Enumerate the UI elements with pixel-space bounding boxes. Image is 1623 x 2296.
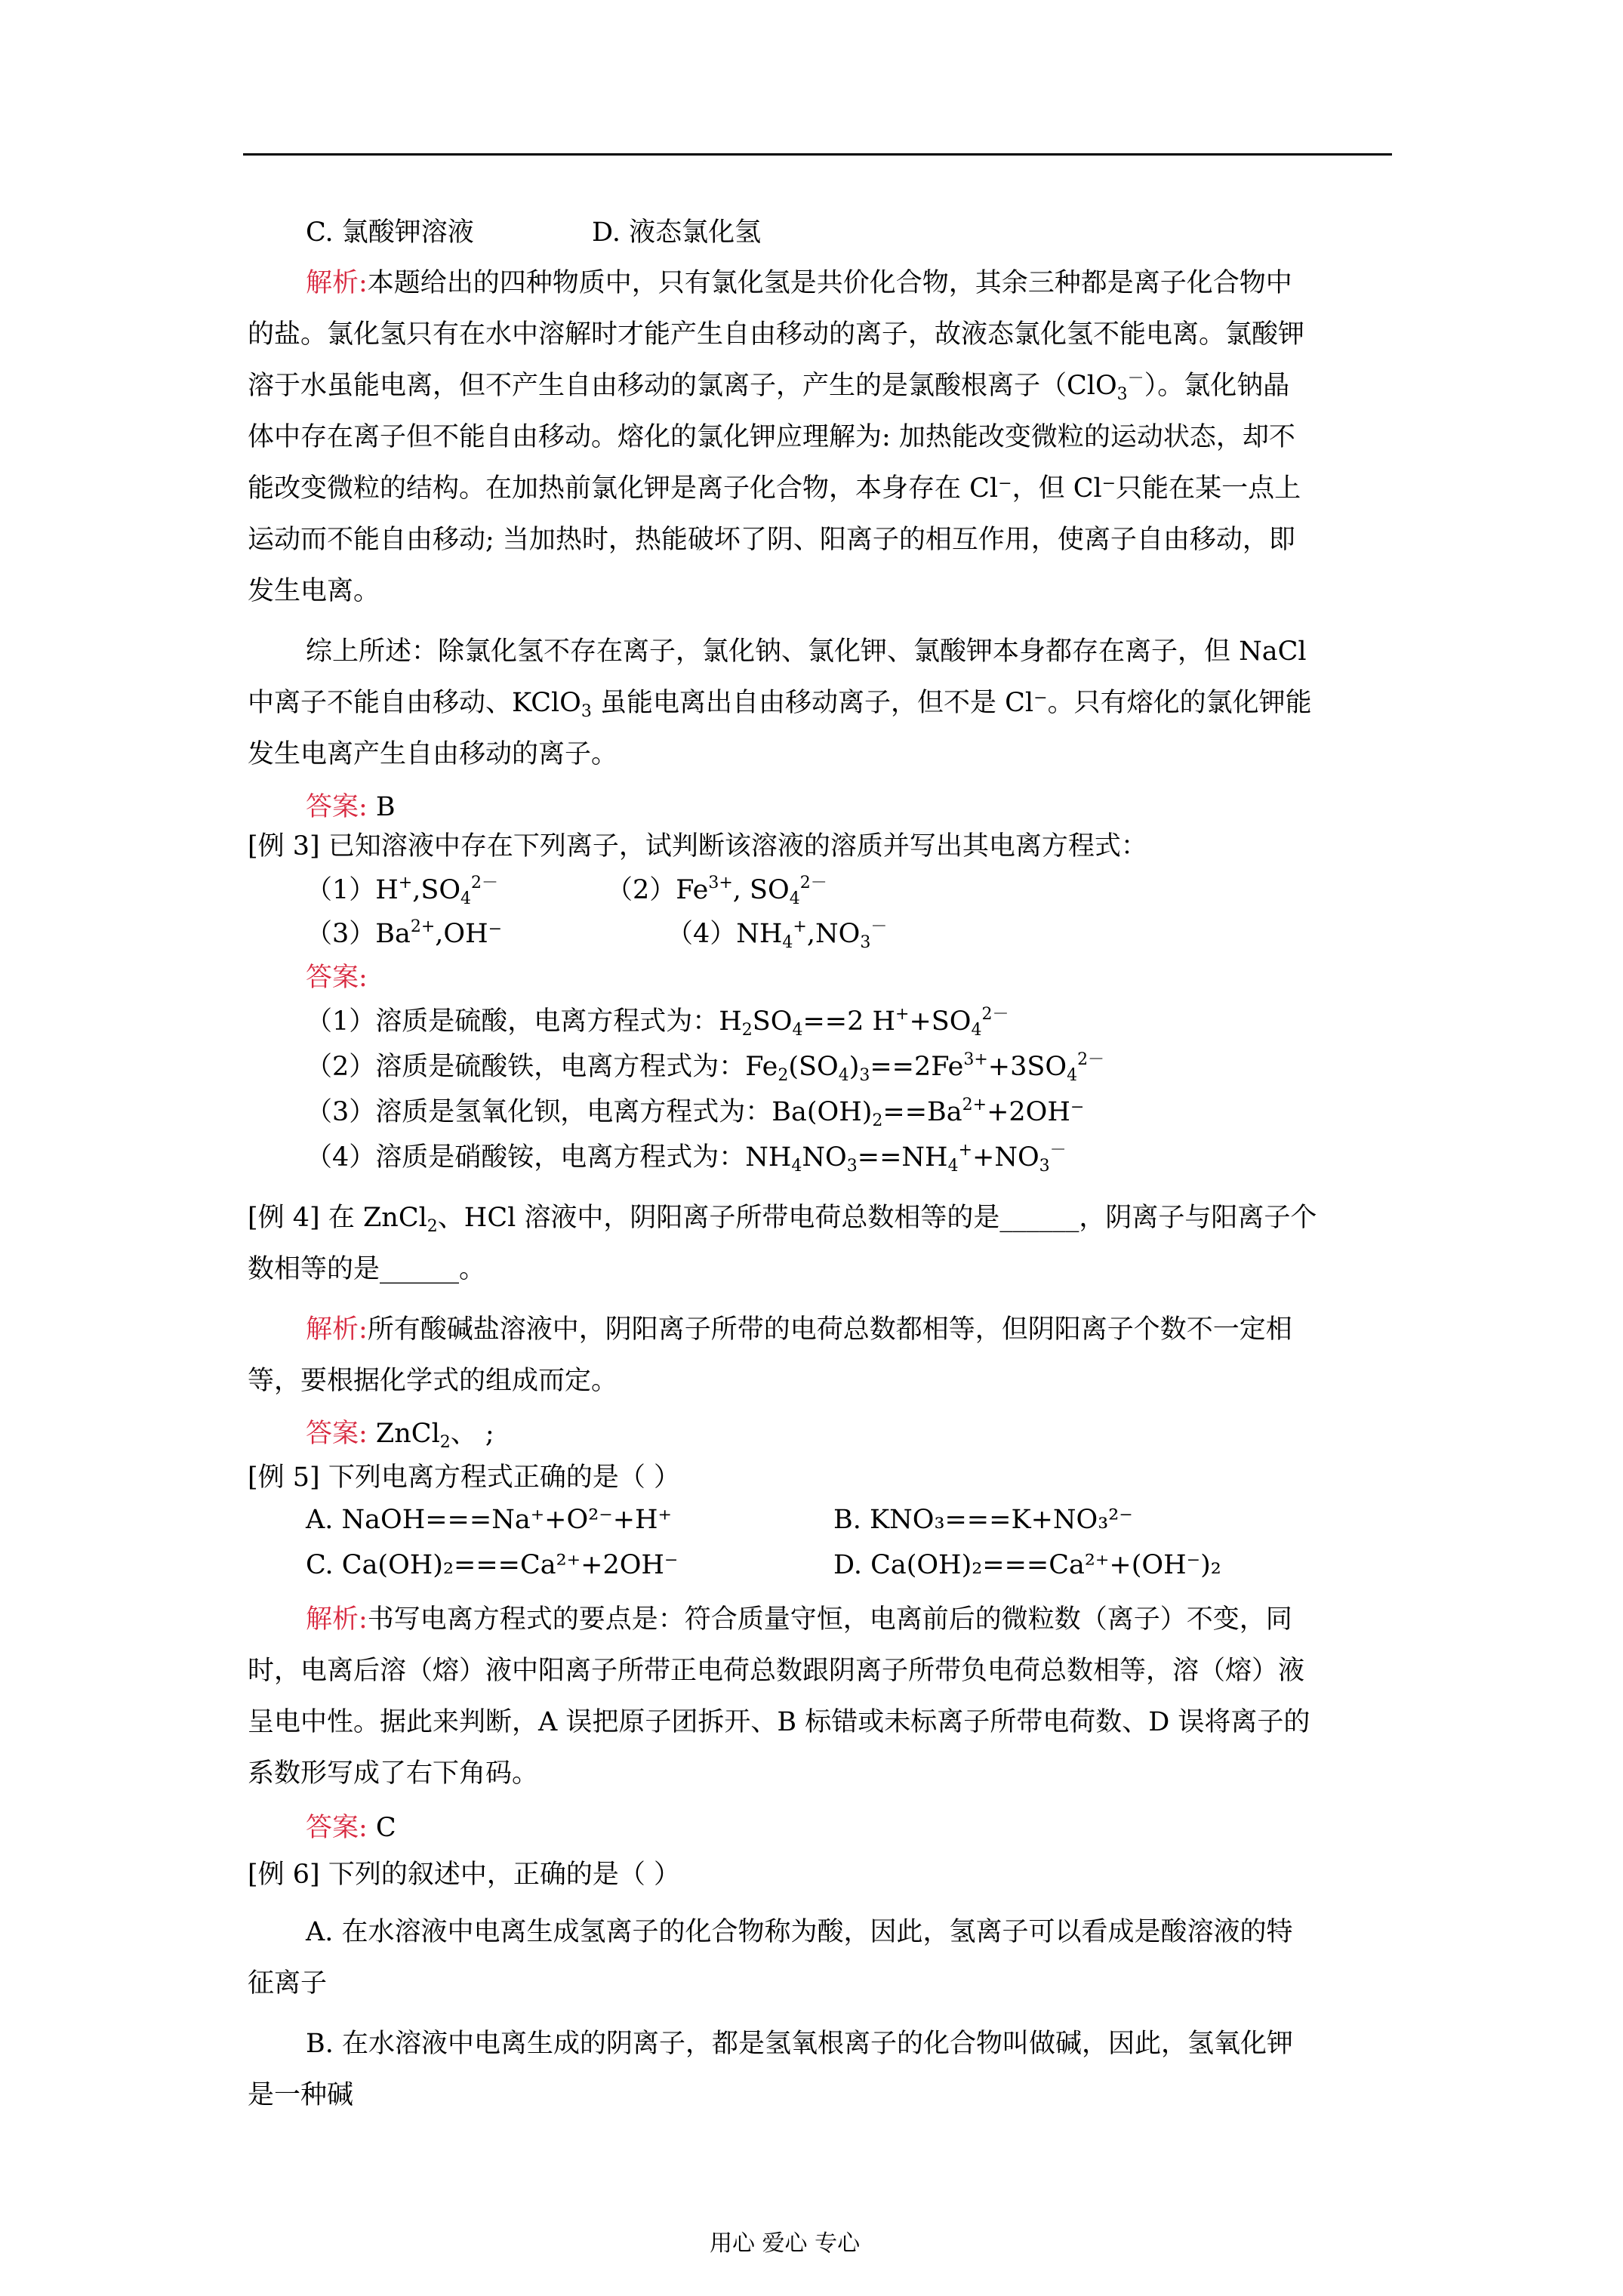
subscript: 4 bbox=[791, 1157, 802, 1176]
example-4-question: 数相等的是______。 bbox=[248, 1254, 486, 1284]
text-run: SO bbox=[752, 1006, 793, 1037]
option-c: C. Ca(OH)₂===Ca²⁺+2OH⁻ bbox=[306, 1550, 679, 1580]
option-d: D. Ca(OH)₂===Ca²⁺+(OH⁻)₂ bbox=[833, 1550, 1221, 1580]
text-run: NO bbox=[802, 1142, 847, 1173]
subscript: 2 bbox=[872, 1111, 883, 1130]
page-footer: 用心 爱心 专心 bbox=[710, 2230, 861, 2257]
text-run: , SO bbox=[732, 875, 790, 905]
subscript: 4 bbox=[838, 1066, 849, 1085]
answer-result-1 bbox=[306, 1004, 1009, 1039]
analysis-paragraph-line: 体中存在离子但不能自由移动。熔化的氯化钾应理解为: 加热能改变微粒的运动状态，却不 bbox=[248, 422, 1295, 452]
header-rule bbox=[243, 153, 1392, 156]
text-run: ==2Fe bbox=[870, 1052, 964, 1082]
text-run: （2）溶质是硫酸铁，电离方程式为：Fe bbox=[306, 1052, 778, 1082]
answer-value: ZnCl bbox=[367, 1419, 440, 1449]
text-run: ,SO bbox=[412, 875, 461, 905]
summary-line bbox=[248, 686, 1312, 720]
summary-line: 综上所述：除氯化氢不存在离子，氯化钠、氯化钾、氯酸钾本身都存在离子，但 NaCl bbox=[306, 636, 1307, 667]
text-run: +2OH⁻ bbox=[987, 1097, 1085, 1127]
text-run: ==2 H bbox=[802, 1006, 896, 1037]
ion-item-2 bbox=[606, 873, 827, 908]
text-run: 溶于水虽能电离，但不产生自由移动的氯离子，产生的是氯酸根离子（ClO bbox=[248, 371, 1117, 401]
ion-item-1 bbox=[306, 873, 498, 908]
superscript: 2－ bbox=[1077, 1050, 1105, 1069]
analysis-paragraph-line: 能改变微粒的结构。在加热前氯化钾是离子化合物，本身存在 Cl⁻，但 Cl⁻只能在某一点上 bbox=[248, 473, 1301, 504]
summary-line: 发生电离产生自由移动的离子。 bbox=[248, 739, 618, 769]
superscript: － bbox=[1049, 1141, 1067, 1160]
text-run: （4）NH bbox=[667, 919, 783, 949]
text-run: （1）H bbox=[306, 875, 399, 905]
answer-result-3 bbox=[306, 1095, 1084, 1130]
analysis-paragraph-line bbox=[306, 1312, 1292, 1347]
subscript: 4 bbox=[1067, 1066, 1078, 1085]
text-run: +NO bbox=[972, 1142, 1039, 1173]
answer-line bbox=[306, 790, 396, 824]
answer-value: 、 ; bbox=[450, 1419, 494, 1449]
superscript: + bbox=[398, 874, 413, 892]
option-d: D. 液态氯化氢 bbox=[592, 217, 762, 248]
analysis-paragraph-line: 呈电中性。据此来判断，A 误把原子团拆开、B 标错或未标离子所带电荷数、D 误将离子的 bbox=[248, 1707, 1310, 1737]
text-run: 虽能电离出自由移动离子，但不是 Cl⁻。只有熔化的氯化钾能 bbox=[591, 688, 1312, 718]
text-run: ,OH⁻ bbox=[435, 919, 503, 949]
option-c: C. 氯酸钾溶液 bbox=[306, 217, 474, 248]
analysis-paragraph-line: 发生电离。 bbox=[248, 576, 380, 606]
example-6-question: [例 6] 下列的叙述中，正确的是（ ） bbox=[248, 1860, 680, 1890]
text-run: (SO bbox=[788, 1052, 839, 1082]
superscript: 2－ bbox=[981, 1005, 1009, 1024]
subscript: 3 bbox=[1116, 385, 1128, 404]
subscript: 2 bbox=[427, 1217, 438, 1236]
subscript: 4 bbox=[947, 1157, 959, 1176]
subscript: 4 bbox=[792, 1021, 803, 1040]
answer-line bbox=[306, 1811, 396, 1845]
subscript: 3 bbox=[846, 1157, 858, 1176]
superscript: + bbox=[958, 1141, 972, 1160]
answer-label: 答案: bbox=[306, 1813, 368, 1843]
text-run: （3）Ba bbox=[306, 919, 411, 949]
text-run: ）。氯化钠晶 bbox=[1144, 371, 1290, 401]
text-run: ) bbox=[848, 1052, 860, 1082]
subscript: 3 bbox=[859, 1066, 870, 1085]
analysis-label: 解析: bbox=[306, 1604, 368, 1635]
analysis-paragraph-line bbox=[306, 1602, 1292, 1637]
text-run: （4）溶质是硝酸铵，电离方程式为：NH bbox=[306, 1142, 792, 1173]
answer-line bbox=[306, 1416, 494, 1451]
text-run: （1）溶质是硫酸，电离方程式为：H bbox=[306, 1006, 742, 1037]
subscript: 3 bbox=[581, 702, 592, 721]
text-run: +SO bbox=[909, 1006, 972, 1037]
subscript: 2 bbox=[741, 1021, 753, 1040]
option-b: B. KNO₃===K+NO₃²⁻ bbox=[833, 1505, 1133, 1535]
answer-value: B bbox=[367, 792, 396, 822]
subscript: 2 bbox=[439, 1433, 451, 1452]
option-a: A. NaOH===Na⁺+O²⁻+H⁺ bbox=[306, 1505, 673, 1535]
analysis-label: 解析: bbox=[306, 1314, 368, 1345]
ion-item-3 bbox=[306, 917, 502, 951]
answer-label: 答案: bbox=[306, 792, 368, 822]
example-3-question: [例 3] 已知溶液中存在下列离子，试判断该溶液的溶质并写出其电离方程式： bbox=[248, 831, 1147, 861]
text-run: [例 4] 在 ZnCl bbox=[248, 1203, 427, 1233]
analysis-paragraph-line: 系数形写成了右下角码。 bbox=[248, 1758, 539, 1789]
analysis-text: 所有酸碱盐溶液中，阴阳离子所带的电荷总数都相等，但阴阳离子个数不一定相 bbox=[367, 1314, 1292, 1345]
superscript: + bbox=[895, 1005, 910, 1024]
option-b-continued: 是一种碱 bbox=[248, 2080, 354, 2110]
option-a: A. 在水溶液中电离生成氢离子的化合物称为酸，因此，氢离子可以看成是酸溶液的特 bbox=[306, 1917, 1293, 1947]
superscript: 2－ bbox=[799, 874, 827, 892]
example-5-question: [例 5] 下列电离方程式正确的是（ ） bbox=[248, 1462, 680, 1493]
subscript: 4 bbox=[782, 933, 793, 952]
subscript: 3 bbox=[860, 933, 871, 952]
analysis-paragraph-line bbox=[306, 266, 1292, 300]
answer-label: 答案: bbox=[306, 963, 368, 993]
superscript: + bbox=[793, 917, 807, 936]
text-run: +3SO bbox=[987, 1052, 1067, 1082]
subscript: 2 bbox=[778, 1066, 789, 1085]
analysis-paragraph-line: 的盐。氯化氢只有在水中溶解时才能产生自由移动的离子，故液态氯化氢不能电离。氯酸钾 bbox=[248, 319, 1305, 350]
analysis-paragraph-line: 时，电离后溶（熔）液中阳离子所带正电荷总数跟阴离子所带负电荷总数相等，溶（熔）液 bbox=[248, 1656, 1305, 1686]
text-run: ==Ba bbox=[882, 1097, 962, 1127]
superscript: 2+ bbox=[410, 917, 436, 936]
example-4-question bbox=[248, 1200, 1317, 1235]
option-b: B. 在水溶液中电离生成的阴离子，都是氢氧根离子的化合物叫做碱，因此，氢氧化钾 bbox=[306, 2029, 1293, 2059]
analysis-paragraph-line: 运动而不能自由移动; 当加热时，热能破坏了阴、阳离子的相互作用，使离子自由移动，即 bbox=[248, 525, 1295, 555]
analysis-paragraph-line bbox=[248, 368, 1289, 403]
text-run: ==NH bbox=[857, 1142, 948, 1173]
superscript: 3+ bbox=[708, 874, 733, 892]
text-run: ,NO bbox=[806, 919, 861, 949]
answer-result-4 bbox=[306, 1140, 1067, 1175]
analysis-text: 本题给出的四种物质中，只有氯化氢是共价化合物，其余三种都是离子化合物中 bbox=[367, 268, 1292, 298]
text-run: 、HCl 溶液中，阴阳离子所带电荷总数相等的是______，阴离子与阳离子个 bbox=[437, 1203, 1317, 1233]
analysis-paragraph-line: 等，要根据化学式的组成而定。 bbox=[248, 1366, 618, 1396]
answer-label: 答案: bbox=[306, 1419, 368, 1449]
answer-result-2 bbox=[306, 1049, 1104, 1084]
text-run: （2）Fe bbox=[606, 875, 709, 905]
analysis-text: 书写电离方程式的要点是：符合质量守恒，电离前后的微粒数（离子）不变，同 bbox=[367, 1604, 1292, 1635]
answer-value: C bbox=[367, 1813, 396, 1843]
analysis-label: 解析: bbox=[306, 268, 368, 298]
superscript: － bbox=[1127, 369, 1144, 388]
option-a-continued: 征离子 bbox=[248, 1968, 328, 1999]
text-run: （3）溶质是氢氧化钡，电离方程式为：Ba(OH) bbox=[306, 1097, 873, 1127]
subscript: 4 bbox=[460, 889, 472, 908]
ion-item-4 bbox=[667, 917, 887, 951]
subscript: 4 bbox=[789, 889, 800, 908]
superscript: 2－ bbox=[471, 874, 499, 892]
superscript: 2+ bbox=[962, 1096, 987, 1114]
superscript: － bbox=[870, 917, 888, 936]
subscript: 4 bbox=[971, 1021, 982, 1040]
subscript: 3 bbox=[1039, 1157, 1050, 1176]
text-run: 中离子不能自由移动、KClO bbox=[248, 688, 581, 718]
superscript: 3+ bbox=[963, 1050, 988, 1069]
